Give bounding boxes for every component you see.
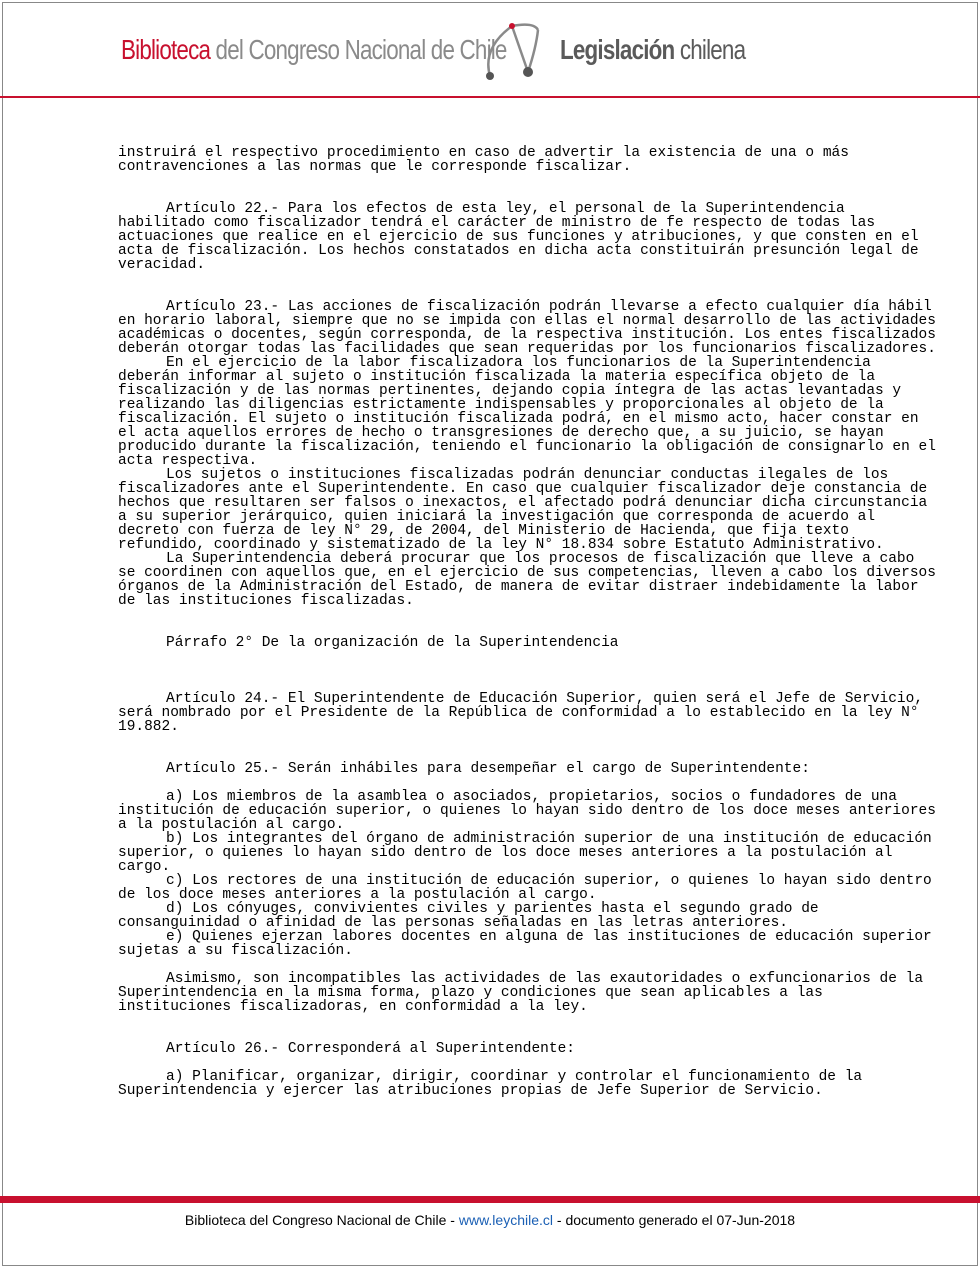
page-footer: [0, 1212, 980, 1228]
article-23-p4: La Superintendencia deberá procurar que los procesos de fiscalización que lleve a cabo se coordinen con aquellos que, en el ejercicio de sus competencias, lleven a cabo los diversos órganos de la Administración del Estado, de manera de evitar distraer indebidamente la labor de las instituciones fiscalizadas.: [118, 551, 945, 609]
section-heading: Párrafo 2° De la organización de la Superintendencia: [166, 635, 619, 651]
legislacion-brand-strong: Legislación: [560, 34, 675, 65]
legislacion-brand-rest: chilena: [674, 34, 746, 65]
article-26-a: a) Planificar, organizar, dirigir, coordinar y controlar el funcionamiento de la Superintendencia y ejercer las atribuciones propias de Jefe Superior de Servicio.: [118, 1069, 871, 1099]
footer-rule: [0, 1196, 980, 1203]
header-rule: [0, 96, 980, 98]
article-25-a: a) Los miembros de la asamblea o asociados, propietarios, socios o fundadores de una institución de educación superior, o quienes lo hayan sido dentro de los doce meses anteriores a la postulación al cargo.: [118, 789, 945, 833]
article-25-d: d) Los cónyuges, convivientes civiles y parientes hasta el segundo grado de consanguinidad o afinidad de las personas señaladas en las letras anteriores.: [118, 901, 828, 931]
article-25-e: e) Quienes ejerzan labores docentes en alguna de las instituciones de educación superior sujetas a su fiscalización.: [118, 929, 941, 959]
article-25-asimismo: Asimismo, son incompatibles las actividades de las exautoridades o exfuncionarios de la Superintendencia en la misma forma, plazo y condiciones que sean aplicables a las instituciones fiscalizadoras, en conformidad a la ley.: [118, 971, 932, 1015]
article-23-p3: Los sujetos o instituciones fiscalizadas podrán denunciar conductas ilegales de los fiscalizadores ante el Superintendente. En caso que cualquier fiscalizador deje constancia de hechos que resultaren ser falsos o inexactos, el afectado podrá denunciar dicha circunstancia a su superior jerárquico, quien iniciará la investigación que corresponda de acuerdo al decreto con fuerza de ley N° 29, de 2004, del Ministerio de Hacienda, que fija texto refundido, coordinado y sistematizado de la ley N° 18.834 sobre Estatuto Administrativo.: [118, 467, 936, 553]
article-22: Artículo 22.- Para los efectos de esta ley, el personal de la Superintendencia habilitado como fiscalizador tendrá el carácter de ministro de fe respecto de todas las actuaciones que realice en el ejercicio de sus funciones y atribuciones, y que consten en el acta de fiscalización. Los hechos constatados en dicha acta constituirán presunción legal de veracidad.: [118, 201, 928, 273]
article-26: Artículo 26.- Corresponderá al Superintendente:: [166, 1041, 575, 1057]
article-23-p2: En el ejercicio de la labor fiscalizadora los funcionarios de la Superintendencia deberán informar al sujeto o institución fiscalizada la materia específica objeto de la fiscalización y de las normas pertinentes, dejando copia íntegra de las actas levantadas y realizando las diligencias estrictamente indispensables y proporcionales al objeto de la fiscalización. El sujeto o institución fiscalizada podrá, en el mismo acto, hacer constar en el acta aquellos errores de hecho o transgresiones de derecho que, a su juicio, se hayan producido durante la fiscalización, teniendo el funcionario la obligación de consignarlo en el acta respectiva.: [118, 355, 945, 469]
footer-suffix: - documento generado el 07-Jun-2018: [553, 1212, 796, 1228]
bcn-brand-accent: Biblioteca: [121, 34, 211, 65]
legislacion-brand: [560, 34, 745, 66]
bcn-brand: [121, 34, 507, 66]
article-23-p1: Artículo 23.- Las acciones de fiscalización podrán llevarse a efecto cualquier día hábil en horario laboral, siempre que no se impida con ellas el normal desarrollo de las actividades académicas o docentes, según corresponda, de la respectiva institución. Los entes fiscalizados deberán otorgar todas las facilidades que sean requeridas por los funcionarios fiscalizadores.: [118, 299, 945, 357]
footer-link[interactable]: www.leychile.cl: [458, 1212, 553, 1228]
bcn-brand-rest: del Congreso Nacional de Chile: [210, 34, 507, 65]
article-25-b: b) Los integrantes del órgano de administración superior de una institución de educación superior, o quienes lo hayan sido dentro de los doce meses anteriores a la postulación al cargo.: [118, 831, 941, 875]
paragraph-continuation: instruirá el respectivo procedimiento en caso de advertir la existencia de una o más contravenciones a las normas que le corresponde fiscalizar.: [118, 145, 858, 175]
document-body: [118, 145, 945, 1099]
article-25: Artículo 25.- Serán inhábiles para desempeñar el cargo de Superintendente:: [166, 761, 810, 777]
article-25-c: c) Los rectores de una institución de educación superior, o quienes lo hayan sido dentro de los doce meses anteriores a la postulación al cargo.: [118, 873, 941, 903]
footer-prefix: Biblioteca del Congreso Nacional de Chile -: [184, 1212, 459, 1228]
bcn-logo-icon: [476, 18, 550, 82]
article-24: Artículo 24.- El Superintendente de Educación Superior, quien será el Jefe de Servicio, será nombrado por el Presidente de la República de conformidad a lo establecido en la ley N° 19.882.: [118, 691, 932, 735]
page-header: [0, 0, 980, 100]
